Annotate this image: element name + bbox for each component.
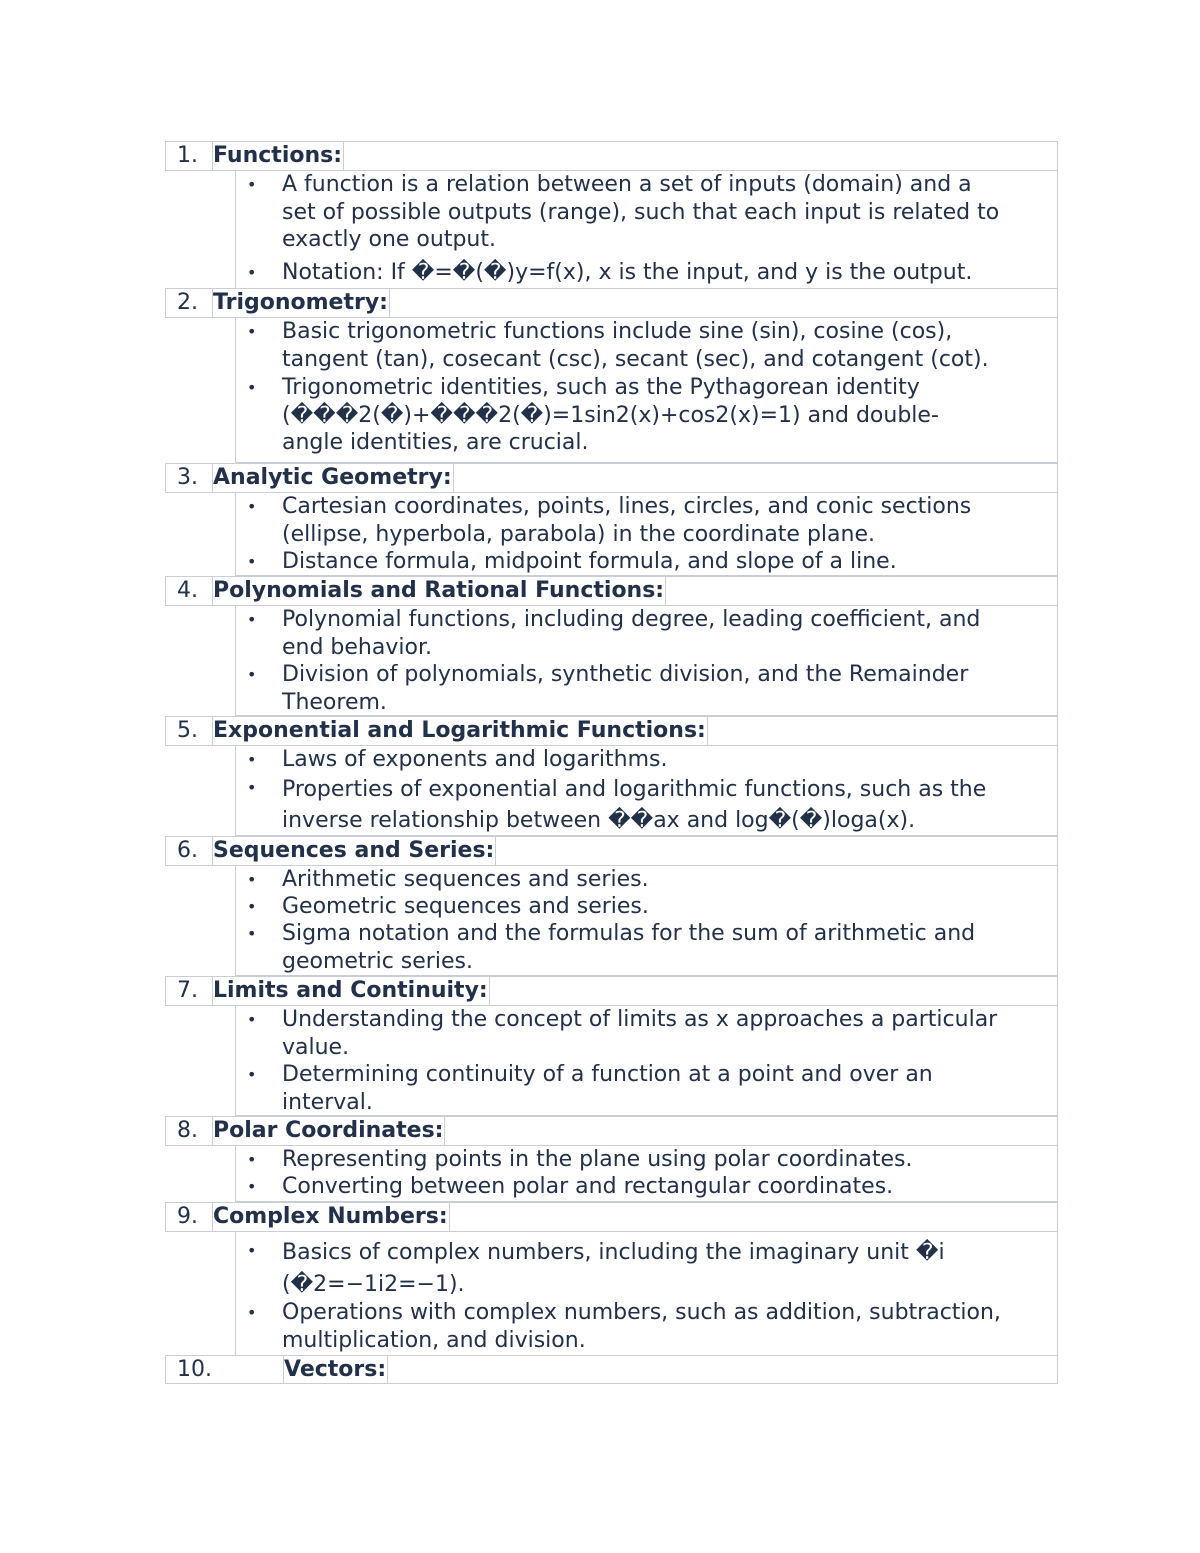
list-item: • A function is a relation between a set of inputs (domain) and a set of possible outputs (range), such that each input is related to exactly one output. [247,172,1000,252]
list-item: • Division of polynomials, synthetic division, and the Remainder Theorem. [247,662,969,715]
section-title: Functions: [213,143,343,168]
list-item: • Properties of exponential and logarithmic functions, such as the inverse relationship between ��ax and log�(�)loga(x). [247,777,987,833]
list-item: • Cartesian coordinates, points, lines, circles, and conic sections (ellipse, hyperbola, parabola) in the coordinate plane. [247,494,972,547]
section-body [235,1006,1058,1116]
section-title: Polar Coordinates: [213,1118,444,1143]
section-title: Complex Numbers: [213,1204,448,1229]
list-item: • Geometric sequences and series. [247,894,649,919]
list-item: • Distance formula, midpoint formula, and slope of a line. [247,549,897,574]
section-heading-row [165,141,1058,171]
list-item: • Converting between polar and rectangular coordinates. [247,1174,894,1199]
section-heading-row [165,1202,1058,1232]
section-number: 2. [177,290,198,315]
section-number: 6. [177,838,198,863]
section-body [235,318,1058,463]
section-number: 10. [177,1357,212,1382]
section-number: 5. [177,718,198,743]
section-body [235,866,1058,976]
section-body [235,1232,1058,1356]
list-item: • Notation: If �=�(�)y=f(x), x is the input, and y is the output. [247,260,973,285]
section-title: Polynomials and Rational Functions: [213,578,665,603]
section-number: 8. [177,1118,198,1143]
section-number: 7. [177,978,198,1003]
section-title: Sequences and Series: [213,838,495,863]
section-body [235,1146,1058,1202]
list-item: • Arithmetic sequences and series. [247,867,649,892]
list-item: • Polynomial functions, including degree, leading coefficient, and end behavior. [247,607,981,660]
section-number: 9. [177,1204,198,1229]
section-title: Trigonometry: [213,290,388,315]
section-heading-row [165,1116,1058,1146]
section-heading-row [165,716,1058,746]
section-title: Limits and Continuity: [213,978,488,1003]
section-body [235,606,1058,716]
list-item: • Representing points in the plane using polar coordinates. [247,1147,913,1172]
section-heading-row [165,836,1058,866]
section-title: Exponential and Logarithmic Functions: [213,718,706,743]
section-heading-row [165,1355,1058,1384]
list-item: • Understanding the concept of limits as x approaches a particular value. [247,1007,998,1060]
section-body [235,746,1058,836]
section-title: Analytic Geometry: [213,465,452,490]
section-heading-row [165,976,1058,1006]
list-item: • Basics of complex numbers, including the imaginary unit �i (�2=−1i2=−1). [247,1240,945,1297]
section-heading-row [165,288,1058,318]
section-heading-row [165,576,1058,606]
section-heading-row [165,463,1058,493]
list-item: • Trigonometric identities, such as the Pythagorean identity (���2(�)+���2(�)=1sin2(x)+cos2(x)=1) and double- angle identities, are crucial. [247,375,939,455]
list-item: • Operations with complex numbers, such as addition, subtraction, multiplication, and division. [247,1300,1001,1353]
section-number: 1. [177,143,198,168]
list-item: • Basic trigonometric functions include sine (sin), cosine (cos), tangent (tan), cosecant (csc), secant (sec), and cotangent (cot). [247,319,989,372]
section-number: 3. [177,465,198,490]
list-item: • Laws of exponents and logarithms. [247,747,668,772]
section-title: Vectors: [284,1357,387,1382]
section-number: 4. [177,578,198,603]
list-item: • Determining continuity of a function at a point and over an interval. [247,1062,933,1115]
list-item: • Sigma notation and the formulas for the sum of arithmetic and geometric series. [247,921,976,974]
section-body [235,493,1058,576]
section-body [235,171,1058,289]
